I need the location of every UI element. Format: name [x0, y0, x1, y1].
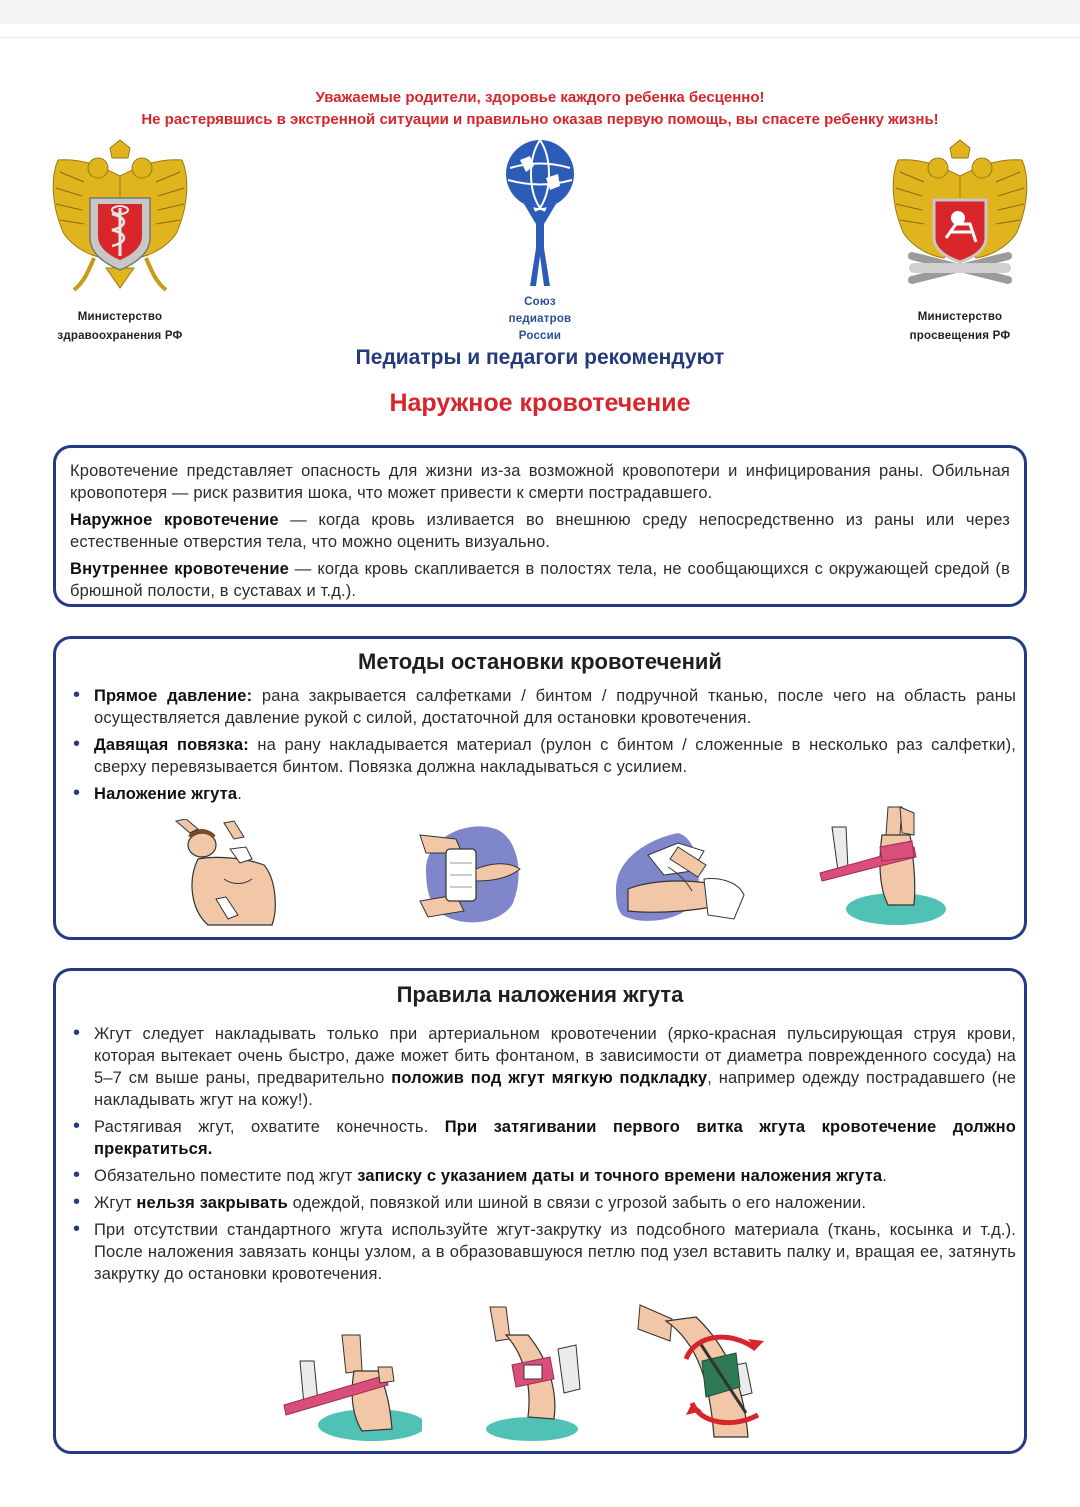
- list-item: [70, 685, 1016, 729]
- page-title: Наружное кровотечение: [389, 389, 691, 417]
- caption-right-line2: просвещения РФ: [909, 330, 1011, 342]
- list-item: [70, 1219, 1016, 1285]
- intro-paragraph-2: [70, 509, 1010, 553]
- tourniquet-note-illustration: [484, 1305, 584, 1443]
- direct-pressure-illustration: [168, 819, 288, 929]
- rule-text: Жгут следует накладывать только при артериальном кровотечении (ярко-красная пульсирующая струя крови, которая вытекает очень быстро, даже может бить фонтаном, в зависимости от диаметра поврежденного сосуда) на 5–7 см выше раны, предварительно: [94, 1025, 1016, 1087]
- caption-left-line2: здравоохранения РФ: [57, 330, 183, 342]
- list-item: [70, 1192, 1016, 1214]
- caption-left-line1: Министерство: [77, 311, 163, 323]
- tourniquet-stretch-illustration: [282, 1331, 422, 1443]
- recommendation-heading: Педиатры и педагоги рекомендуют: [355, 346, 725, 369]
- intro-paragraph-1: Кровотечение представляет опасность для жизни из-за возможной кровопотери и инфицирования раны. Обильная кровопотеря — риск развития шока, что может привести к смерти пострадавшего.: [70, 462, 1010, 502]
- caption-center-line1: Союз: [524, 296, 556, 308]
- rule-emphasis: нельзя закрывать: [136, 1194, 288, 1212]
- rule-text: , например одежду пострадавшего (не накладывать жгут на кожу!).: [94, 1069, 1016, 1109]
- internal-bleeding-term: Внутреннее кровотечение: [70, 560, 289, 578]
- method-name: Наложение жгута: [94, 785, 238, 803]
- tourniquet-application-illustration: [818, 805, 948, 927]
- tourniquet-rules-panel: [53, 968, 1027, 1454]
- rules-list: [70, 1023, 1016, 1290]
- arm-flexion-illustration: [608, 819, 748, 929]
- rule-text: одеждой, повязкой или шиной в связи с угрозой забыть о его наложении.: [287, 1194, 867, 1212]
- method-description: на рану накладывается материал (рулон с бинтом / сложенные в несколько раз салфетки), сверху перевязывается бинтом. Повязка должна накладываться с усилием.: [94, 736, 1016, 776]
- intro-panel: [53, 445, 1027, 607]
- list-item: [70, 783, 1016, 805]
- ministry-of-health-caption: [30, 308, 210, 346]
- methods-panel: [53, 636, 1027, 940]
- rule-text: Обязательно поместите под жгут: [94, 1167, 358, 1185]
- method-description: рана закрывается салфетками / бинтом / подручной тканью, после чего на область раны осуществляется давление рукой с силой, достаточной для остановки кровотечения.: [94, 687, 1016, 727]
- rule-emphasis: записку с указанием даты и точного времени наложения жгута: [357, 1167, 883, 1185]
- appeal-line-1: Уважаемые родители, здоровье каждого ребенка бесценно!: [315, 89, 765, 106]
- method-name: Прямое давление:: [94, 687, 253, 705]
- list-item: [70, 734, 1016, 778]
- appeal-line-2: Не растерявшись в экстренной ситуации и правильно оказав первую помощь, вы спасете ребенку жизнь!: [141, 111, 939, 128]
- methods-title: Методы остановки кровотечений: [358, 649, 722, 674]
- list-item: [70, 1165, 1016, 1187]
- method-description: .: [237, 785, 242, 803]
- rules-title: Правила наложения жгута: [396, 982, 684, 1007]
- intro-paragraph-3: [70, 558, 1010, 602]
- rule-text: При отсутствии стандартного жгута используйте жгут-закрутку из подсобного материала (ткань, косынка и т.д.). После наложения завязать концы узлом, а в образовавшуюся петлю под узел вставить палку и, вращая ее, затянуть закрутку до остановки кровотечения.: [94, 1221, 1016, 1283]
- ministry-of-health-emblem: [44, 138, 196, 298]
- rule-emphasis: положив под жгут мягкую подкладку: [391, 1069, 708, 1087]
- internal-bleeding-definition: — когда кровь скапливается в полостях тела, не сообщающихся с окружающей средой (в брюшной полости, в суставах и т.д.).: [70, 560, 1010, 600]
- improvised-tourniquet-illustration: [636, 1303, 780, 1443]
- ministry-of-education-caption: [870, 308, 1050, 346]
- method-name: Давящая повязка:: [94, 736, 249, 754]
- caption-right-line1: Министерство: [917, 311, 1003, 323]
- caption-center-line2: педиатров: [508, 313, 572, 325]
- ministry-of-education-emblem: [884, 138, 1036, 298]
- rule-text: Растягивая жгут, охватите конечность.: [94, 1118, 445, 1136]
- rule-text: .: [882, 1167, 887, 1185]
- top-bar: [0, 0, 1080, 38]
- union-of-pediatricians-logo: [500, 138, 580, 296]
- external-bleeding-term: Наружное кровотечение: [70, 511, 279, 529]
- caption-center-line3: России: [518, 330, 562, 342]
- pressure-bandage-illustration: [416, 819, 526, 929]
- rule-emphasis: При затягивании первого витка жгута кровотечение должно прекратиться.: [94, 1118, 1016, 1158]
- external-bleeding-definition: — когда кровь изливается во внешнюю среду непосредственно из раны или через естественные отверстия тела, что можно оценить визуально.: [70, 511, 1010, 551]
- rule-text: Жгут: [94, 1194, 137, 1212]
- union-of-pediatricians-caption: [480, 294, 600, 345]
- methods-list: [70, 685, 1016, 810]
- list-item: [70, 1116, 1016, 1160]
- list-item: [70, 1023, 1016, 1111]
